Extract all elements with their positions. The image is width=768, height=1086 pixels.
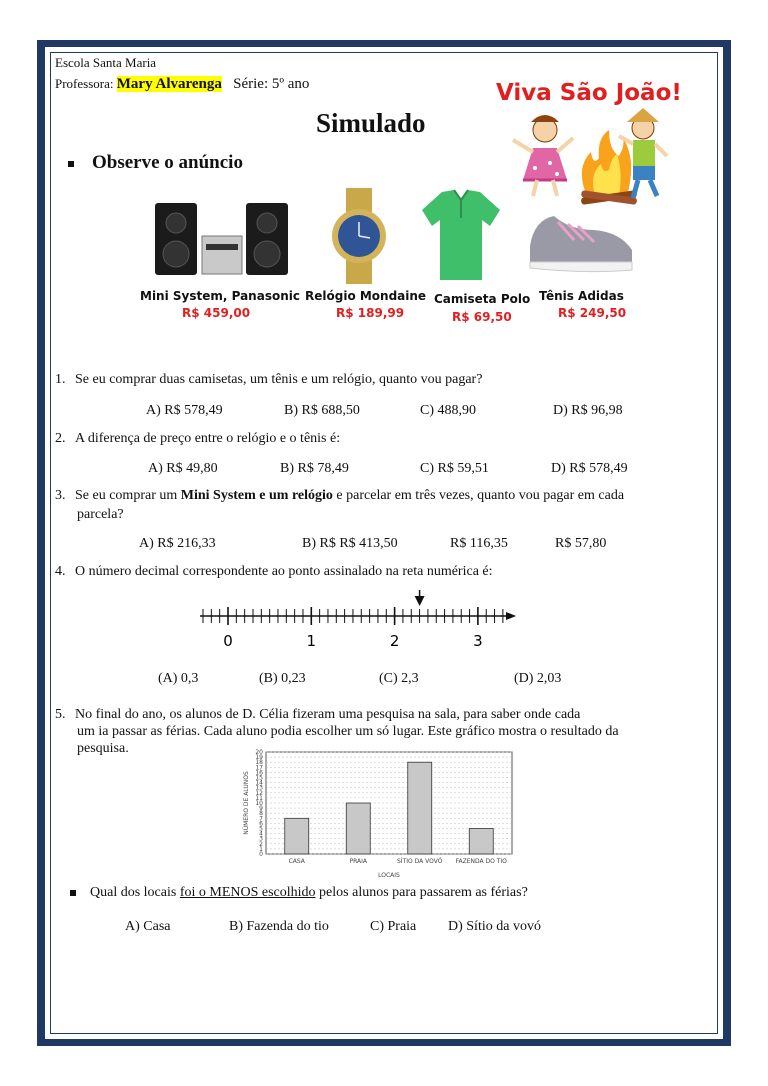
y-tick-label: 15 bbox=[255, 774, 263, 782]
x-tick-label: PRAIA bbox=[349, 858, 368, 865]
y-tick-label: 3 bbox=[259, 835, 263, 843]
polo-shirt-icon bbox=[420, 186, 502, 284]
q1-option-d[interactable]: D) R$ 96,98 bbox=[553, 403, 623, 418]
question-text-line1: No final do ano, os alunos de D. Célia fizeram uma pesquisa na sala, para saber onde cada bbox=[75, 707, 581, 722]
banner-title: Viva São João! bbox=[496, 80, 682, 106]
y-tick-label: 20 bbox=[255, 749, 263, 756]
q1-option-b[interactable]: B) R$ 688,50 bbox=[284, 403, 360, 418]
product-price: R$ 69,50 bbox=[452, 310, 512, 324]
q4-option-a[interactable]: (A) 0,3 bbox=[158, 671, 199, 686]
chart-bar bbox=[346, 803, 370, 854]
y-tick-label: 14 bbox=[255, 779, 263, 787]
bar-chart bbox=[236, 748, 526, 882]
question-text: O número decimal correspondente ao ponto assinalado na reta numérica é: bbox=[75, 564, 493, 579]
q2-option-d[interactable]: D) R$ 578,49 bbox=[551, 461, 628, 476]
product-name: Relógio Mondaine bbox=[305, 289, 427, 303]
ad-instruction bbox=[68, 152, 243, 174]
question-text-end: e parcelar em três vezes, quanto vou pagar em cada bbox=[332, 488, 625, 503]
number-line-arrow bbox=[506, 612, 516, 620]
mini-system-icon bbox=[150, 198, 292, 278]
question-number: 5. bbox=[55, 707, 66, 722]
y-tick-label: 0 bbox=[259, 851, 263, 858]
q3-option-d[interactable]: R$ 57,80 bbox=[555, 536, 607, 551]
y-tick-label: 19 bbox=[255, 754, 263, 762]
chart-bar bbox=[408, 762, 432, 854]
question-4 bbox=[55, 564, 493, 580]
q1-option-c[interactable]: C) 488,90 bbox=[420, 403, 476, 418]
number-line bbox=[190, 590, 530, 656]
number-line-label: 2 bbox=[389, 632, 400, 650]
q5-option-d[interactable]: D) Sítio da vovó bbox=[448, 919, 541, 934]
q3-option-c[interactable]: R$ 116,35 bbox=[450, 536, 508, 551]
page-title: Simulado bbox=[316, 108, 426, 138]
y-tick-label: 7 bbox=[259, 815, 263, 823]
y-tick-label: 10 bbox=[255, 800, 263, 807]
watch-icon bbox=[328, 186, 390, 286]
y-tick-label: 16 bbox=[255, 769, 263, 777]
x-tick-label: CASA bbox=[288, 858, 305, 865]
question-text: Se eu comprar duas camisetas, um tênis e um relógio, quanto vou pagar? bbox=[75, 372, 483, 387]
subquestion-end: pelos alunos para passarem as férias? bbox=[315, 885, 528, 900]
question-5-line2: um ia passar as férias. Cada aluno podia escolher um só lugar. Este gráfico mostra o resultado da bbox=[77, 724, 619, 739]
question-5-line3: pesquisa. bbox=[77, 741, 129, 756]
y-axis-label: NÚMERO DE ALUNOS bbox=[243, 771, 250, 835]
question-text-bold: Mini System e um relógio bbox=[180, 488, 333, 503]
y-tick-label: 1 bbox=[259, 845, 263, 853]
question-5-sub bbox=[70, 885, 528, 901]
q5-option-a[interactable]: A) Casa bbox=[125, 919, 171, 934]
x-tick-label: SÍTIO DA VOVÓ bbox=[396, 858, 443, 865]
y-tick-label: 5 bbox=[259, 825, 263, 833]
q3-option-a[interactable]: A) R$ 216,33 bbox=[139, 536, 216, 551]
square-bullet-icon bbox=[70, 890, 76, 896]
q5-option-c[interactable]: C) Praia bbox=[370, 919, 417, 934]
y-tick-label: 17 bbox=[255, 764, 263, 772]
y-tick-label: 9 bbox=[259, 805, 263, 813]
y-tick-label: 13 bbox=[255, 784, 263, 792]
x-axis-label: LOCAIS bbox=[378, 872, 400, 879]
product-price: R$ 459,00 bbox=[182, 306, 251, 320]
subquestion-underlined: foi o MENOS escolhido bbox=[179, 885, 316, 900]
question-number: 3. bbox=[55, 488, 66, 503]
q5-option-b[interactable]: B) Fazenda do tio bbox=[229, 919, 329, 934]
q1-option-a[interactable]: A) R$ 578,49 bbox=[146, 403, 223, 418]
subquestion-start: Qual dos locais bbox=[90, 885, 180, 900]
question-text: A diferença de preço entre o relógio e o tênis é: bbox=[75, 431, 341, 446]
product-name: Mini System, Panasonic bbox=[140, 289, 300, 303]
q4-option-b[interactable]: (B) 0,23 bbox=[259, 671, 306, 686]
y-tick-label: 12 bbox=[255, 789, 263, 797]
number-line-label: 1 bbox=[306, 632, 317, 650]
y-tick-label: 2 bbox=[259, 840, 263, 848]
festa-junina-illustration bbox=[505, 108, 670, 208]
x-tick-label: FAZENDA DO TIO bbox=[455, 858, 507, 865]
product-name: Camiseta Polo bbox=[434, 292, 531, 306]
girl-dancer-icon bbox=[513, 115, 573, 196]
number-line-label: 0 bbox=[223, 632, 233, 650]
sneaker-icon bbox=[524, 206, 638, 276]
question-text-start: Se eu comprar um bbox=[75, 488, 181, 503]
chart-bar bbox=[469, 829, 493, 855]
school-name: Escola Santa Maria bbox=[55, 55, 157, 70]
product-price: R$ 189,99 bbox=[336, 306, 405, 320]
question-number: 1. bbox=[55, 372, 66, 387]
square-bullet-icon bbox=[68, 161, 74, 167]
q2-option-a[interactable]: A) R$ 49,80 bbox=[148, 461, 218, 476]
q3-option-b[interactable]: B) R$ R$ 413,50 bbox=[302, 536, 398, 551]
question-number: 4. bbox=[55, 564, 66, 579]
question-1 bbox=[55, 372, 482, 388]
teacher-line bbox=[55, 76, 309, 93]
y-tick-label: 18 bbox=[255, 759, 263, 767]
teacher-label: Professora: bbox=[55, 76, 114, 91]
teacher-name: Mary Alvarenga bbox=[116, 76, 222, 92]
question-5 bbox=[55, 707, 580, 723]
q2-option-b[interactable]: B) R$ 78,49 bbox=[280, 461, 349, 476]
y-tick-label: 11 bbox=[255, 794, 263, 802]
question-2 bbox=[55, 431, 340, 447]
question-3 bbox=[55, 488, 624, 504]
product-price: R$ 249,50 bbox=[558, 306, 627, 320]
y-tick-label: 4 bbox=[259, 830, 263, 838]
chart-bar bbox=[285, 818, 309, 854]
product-name: Tênis Adidas bbox=[539, 289, 624, 303]
ad-instruction-text: Observe o anúncio bbox=[92, 152, 243, 173]
question-3-line2: parcela? bbox=[77, 507, 124, 522]
q2-option-c[interactable]: C) R$ 59,51 bbox=[420, 461, 489, 476]
q4-option-d[interactable]: (D) 2,03 bbox=[514, 671, 562, 686]
q4-option-c[interactable]: (C) 2,3 bbox=[379, 671, 419, 686]
y-tick-label: 6 bbox=[259, 820, 263, 828]
question-number: 2. bbox=[55, 431, 66, 446]
number-line-label: 3 bbox=[473, 632, 483, 650]
y-tick-label: 8 bbox=[259, 810, 263, 818]
grade: Série: 5º ano bbox=[233, 76, 310, 92]
